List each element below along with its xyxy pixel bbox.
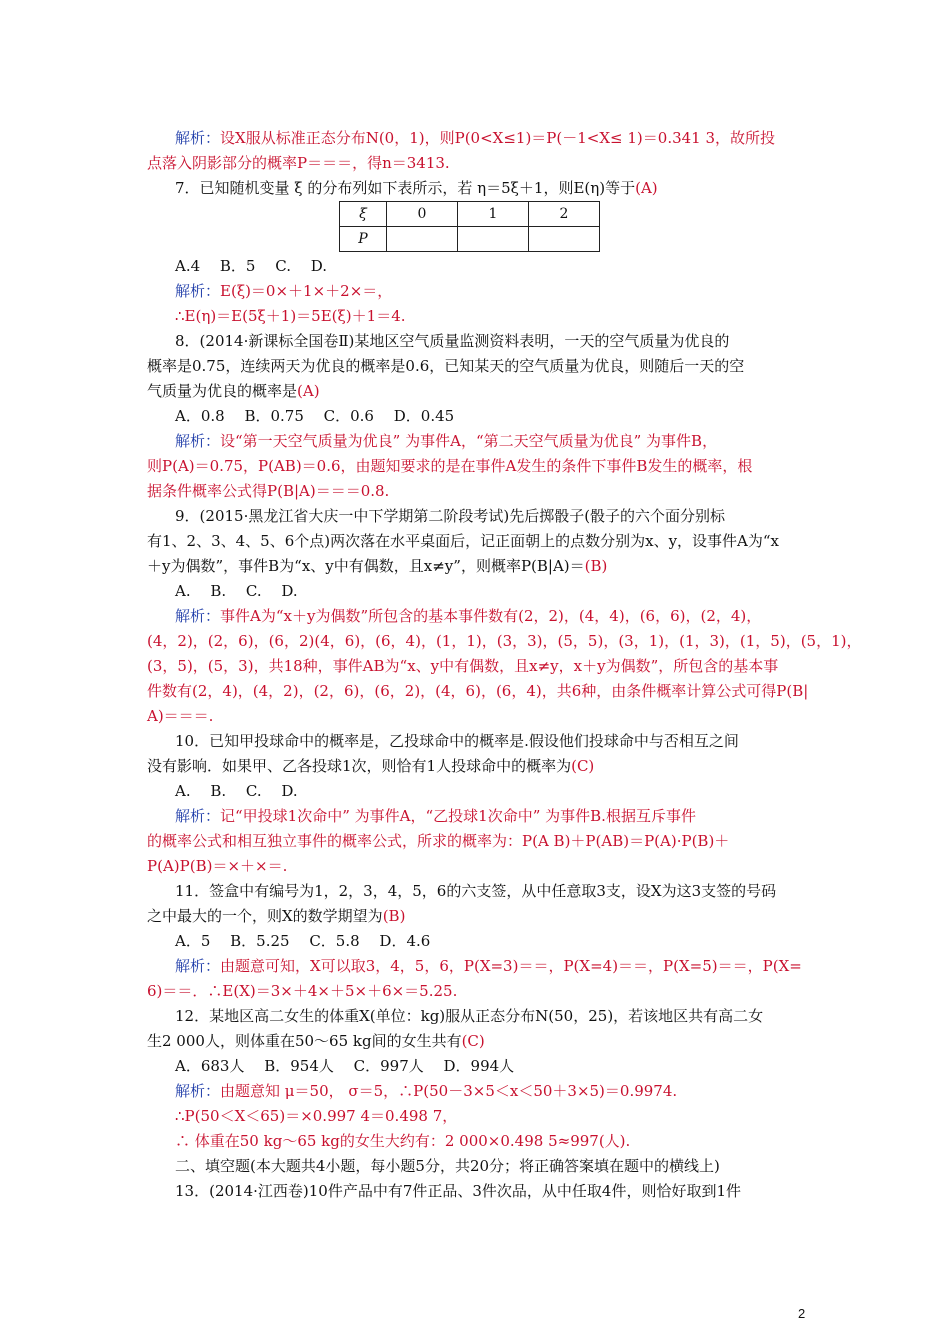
text-line [147, 1031, 807, 1051]
table-cell: 2 [529, 202, 600, 227]
text-span: (C) [461, 1032, 485, 1050]
text-line [175, 1131, 835, 1151]
text-span: 解析： [175, 129, 221, 147]
text-span: ∴P(50＜X＜65)＝×0.997 4＝0.498 7， [175, 1107, 458, 1125]
table-cell: P [340, 227, 387, 252]
text-span: 之中最大的一个，则X的数学期望为 [147, 907, 383, 925]
text-span: (4，2)，(2，6)，(6，2)(4，6)，(6，4)，(1，1)，(3，3)，(5，5)，(3，1)，(1，3)，(1，5)，(5，1)， [147, 632, 862, 650]
page-number: 2 [798, 1306, 806, 1321]
text-span: 点落入阴影部分的概率P＝＝＝，得n＝3413. [147, 154, 450, 172]
table-cell [387, 227, 458, 252]
text-span: (A) [635, 179, 658, 197]
text-span: A.4 B．5 C. D. [175, 257, 327, 275]
text-span: ＋y为偶数”，事件B为“x、y中有偶数，且x≠y”，则概率P(B|A)＝ [147, 557, 585, 575]
text-line [175, 1006, 835, 1026]
text-span: A．683人 B．954人 C．997人 D．994人 [175, 1057, 515, 1075]
text-span: 由题意可知，X可以取3，4，5，6，P(X=3)＝＝，P(X=4)＝＝，P(X=5)＝＝，P(X= [220, 957, 802, 975]
text-line [147, 756, 807, 776]
text-line [147, 631, 862, 651]
text-span: ∴E(η)＝E(5ξ＋1)＝5E(ξ)＋1＝4. [175, 307, 406, 325]
text-span: 11．签盒中有编号为1，2，3，4，5，6的六支签，从中任意取3支，设X为这3支签的号码 [175, 882, 777, 900]
text-line [175, 256, 835, 276]
text-line [147, 856, 807, 876]
text-span: 二、填空题(本大题共4小题，每小题5分，共20分；将正确答案填在题中的横线上) [175, 1157, 720, 1175]
text-line [175, 1056, 835, 1076]
text-line [175, 806, 835, 826]
text-line [147, 831, 807, 851]
text-span: 解析： [175, 432, 221, 450]
text-span: 解析： [175, 607, 221, 625]
text-line [175, 406, 835, 426]
text-line [147, 706, 807, 726]
distribution-table [339, 201, 600, 252]
text-span: 则P(A)＝0.75，P(AB)＝0.6，由题知要求的是在事件A发生的条件下事件B发生的概率，根 [147, 457, 753, 475]
table-cell [458, 227, 529, 252]
text-span: 件数有(2，4)，(4，2)，(2，6)，(6，2)，(4，6)，(6，4)，共6种，由条件概率计算公式可得P(B| [147, 682, 809, 700]
text-span: ∴ 体重在50 kg～65 kg的女生大约有：2 000×0.498 5≈997(人). [175, 1132, 631, 1150]
text-span: A. B. C. D. [175, 582, 298, 600]
table-cell: ξ [340, 202, 387, 227]
text-span: (B) [382, 907, 406, 925]
text-line [175, 581, 835, 601]
text-line [147, 906, 807, 926]
text-span: (3，5)，(5，3)，共18种，事件AB为“x、y中有偶数，且x≠y，x＋y为偶数”，所包含的基本事 [147, 657, 779, 675]
text-line [175, 1106, 835, 1126]
text-line [175, 281, 835, 301]
text-line [147, 381, 807, 401]
text-span: 设X服从标准正态分布N(0，1)，则P(0<X≤1)＝P(－1<X≤ 1)＝0.341 3，故所投 [220, 129, 776, 147]
text-span: 设“第一天空气质量为优良” 为事件A，“第二天空气质量为优良” 为事件B， [220, 432, 718, 450]
text-span: 的概率公式和相互独立事件的概率公式，所求的概率为：P(A B)＋P(AB)＝P(A)·P(B)＋ [147, 832, 730, 850]
text-line [175, 178, 835, 198]
text-span: E(ξ)＝0×＋1×＋2×＝， [220, 282, 393, 300]
text-span: 有1、2、3、4、5、6个点)两次落在水平桌面后，记正面朝上的点数分别为x、y，设事件A为“x [147, 532, 780, 550]
text-line [147, 656, 807, 676]
text-line [175, 1081, 835, 1101]
text-line [147, 356, 807, 376]
text-line [147, 556, 807, 576]
text-span: 12．某地区高二女生的体重X(单位：kg)服从正态分布N(50，25)，若该地区共有高二女 [175, 1007, 764, 1025]
text-line [175, 128, 835, 148]
text-span: 由题意知 μ＝50， σ＝5，∴P(50－3×5＜x＜50＋3×5)＝0.9974. [220, 1082, 678, 1100]
text-span: 解析： [175, 957, 221, 975]
text-span: 据条件概率公式得P(B|A)＝＝＝0.8. [147, 482, 390, 500]
text-line [175, 931, 835, 951]
text-line [175, 606, 835, 626]
text-span: A)＝＝＝. [147, 707, 214, 725]
text-span: 10．已知甲投球命中的概率是，乙投球命中的概率是.假设他们投球命中与否相互之间 [175, 732, 739, 750]
text-line [147, 153, 807, 173]
text-span: P(A)P(B)＝×＋×＝. [147, 857, 288, 875]
text-span: 事件A为“x＋y为偶数”所包含的基本事件数有(2，2)，(4，4)，(6，6)，(2，4)， [220, 607, 762, 625]
table-row [340, 227, 600, 252]
text-line [175, 956, 835, 976]
text-line [147, 481, 807, 501]
text-line [175, 306, 835, 326]
text-span: 概率是0.75，连续两天为优良的概率是0.6，已知某天的空气质量为优良，则随后一天的空 [147, 357, 745, 375]
text-span: 没有影响．如果甲、乙各投球1次，则恰有1人投球命中的概率为 [147, 757, 572, 775]
text-line [175, 881, 835, 901]
text-line [175, 1156, 835, 1176]
text-span: 8．(2014·新课标全国卷Ⅱ)某地区空气质量监测资料表明，一天的空气质量为优良的 [175, 332, 730, 350]
text-span: (A) [297, 382, 320, 400]
text-line [175, 731, 835, 751]
text-span: A．5 B．5.25 C．5.8 D．4.6 [175, 932, 431, 950]
text-span: (C) [571, 757, 595, 775]
text-span: 解析： [175, 1082, 221, 1100]
text-line [147, 681, 807, 701]
text-span: A. B. C. D. [175, 782, 298, 800]
text-line [147, 456, 807, 476]
table-cell: 0 [387, 202, 458, 227]
text-span: 气质量为优良的概率是 [147, 382, 298, 400]
table-cell: 1 [458, 202, 529, 227]
text-span: A．0.8 B．0.75 C．0.6 D．0.45 [175, 407, 455, 425]
text-span: 生2 000人，则体重在50～65 kg间的女生共有 [147, 1032, 462, 1050]
table-row [340, 202, 600, 227]
table-cell [529, 227, 600, 252]
text-line [147, 981, 807, 1001]
text-line [175, 431, 835, 451]
text-span: 13．(2014·江西卷)10件产品中有7件正品、3件次品，从中任取4件，则恰好取到1件 [175, 1182, 741, 1200]
text-span: 7．已知随机变量 ξ 的分布列如下表所示，若 η＝5ξ＋1，则E(η)等于 [175, 179, 636, 197]
text-line [175, 506, 835, 526]
text-span: 解析： [175, 807, 221, 825]
text-line [175, 1181, 835, 1201]
text-line [175, 331, 835, 351]
text-span: 解析： [175, 282, 221, 300]
text-span: (B) [584, 557, 608, 575]
text-line [175, 781, 835, 801]
text-line [147, 531, 807, 551]
text-span: 6)＝＝．∴E(X)＝3×＋4×＋5×＋6×＝5.25. [147, 982, 458, 1000]
text-span: 记“甲投球1次命中” 为事件A，“乙投球1次命中” 为事件B.根据互斥事件 [220, 807, 696, 825]
text-span: 9．(2015·黑龙江省大庆一中下学期第二阶段考试)先后掷骰子(骰子的六个面分别标 [175, 507, 726, 525]
